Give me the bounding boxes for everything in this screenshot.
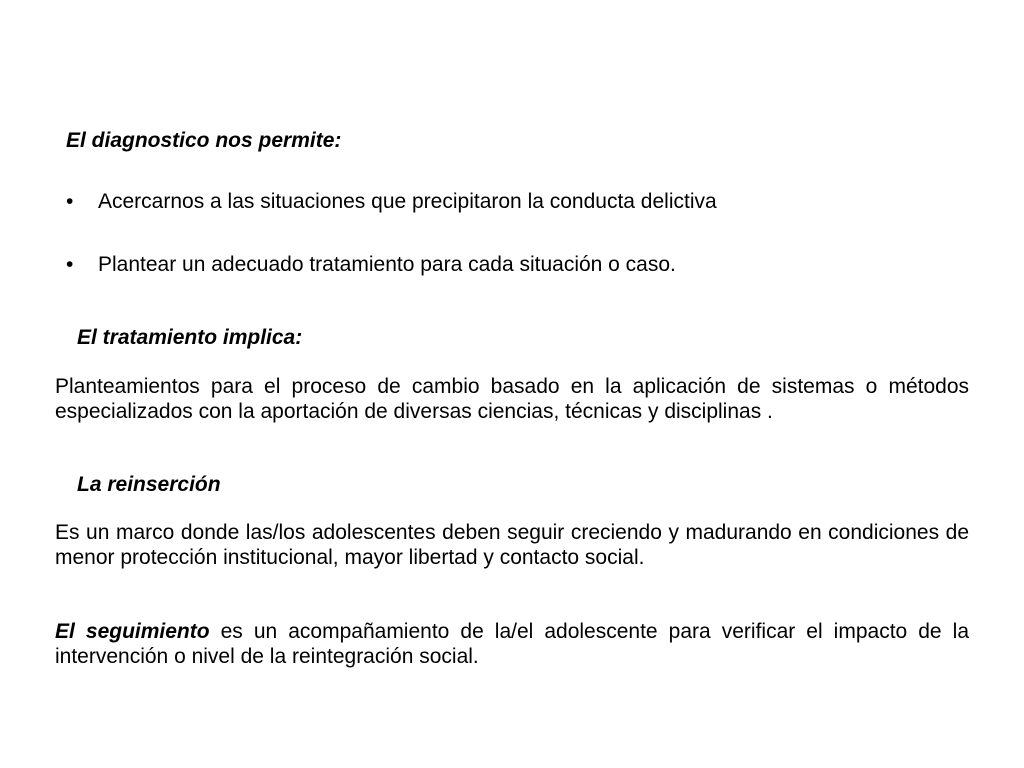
list-item: [66, 189, 717, 214]
seguimiento-term: El seguimiento: [55, 620, 210, 643]
bullet-icon: •: [66, 190, 74, 213]
bullet-text: Plantear un adecuado tratamiento para cada situación o caso.: [98, 253, 676, 276]
reinsercion-heading: La reinserción: [77, 473, 221, 496]
seguimiento-text: es un acompañamiento de la/el adolescente para verificar el impacto de la intervención o nivel de la reintegración social.: [55, 620, 969, 668]
bullet-text: Acercarnos a las situaciones que precipitaron la conducta delictiva: [98, 190, 717, 213]
diagnostico-heading: El diagnostico nos permite:: [66, 129, 342, 152]
tratamiento-heading: El tratamiento implica:: [77, 326, 303, 349]
seguimiento-paragraph: [55, 619, 969, 669]
bullet-icon: •: [66, 253, 74, 276]
list-item: [66, 252, 676, 277]
reinsercion-paragraph: Es un marco donde las/los adolescentes deben seguir creciendo y madurando en condiciones de menor protección institucional, mayor libertad y contacto social.: [55, 521, 969, 569]
tratamiento-paragraph: Planteamientos para el proceso de cambio basado en la aplicación de sistemas o métodos especializados con la aportación de diversas ciencias, técnicas y disciplinas .: [55, 375, 969, 423]
